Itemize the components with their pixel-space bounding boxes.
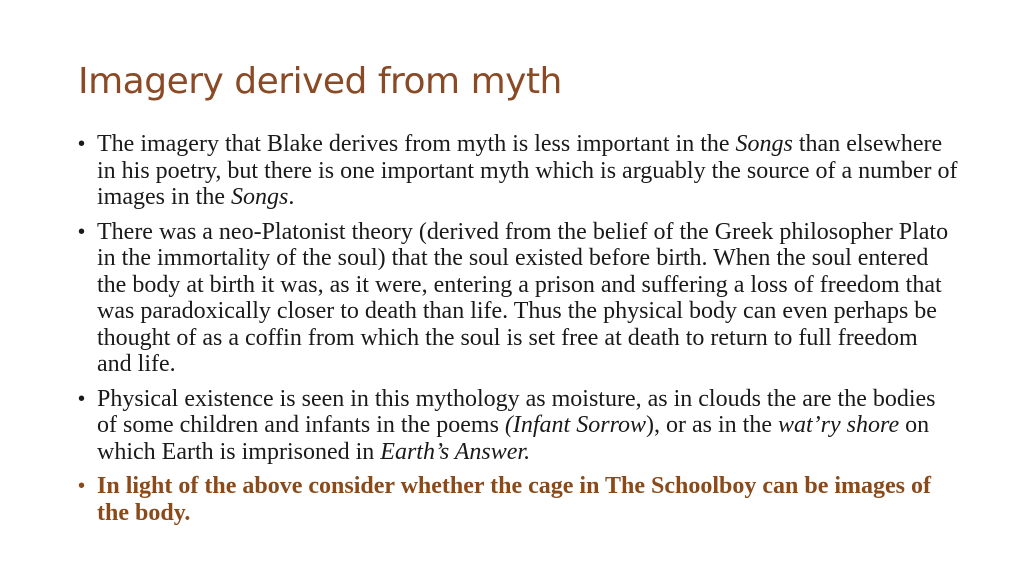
text-run: . (288, 184, 295, 210)
text-run-italic: Earth’s Answer. (380, 438, 531, 465)
text-run: ), or as in the (646, 412, 778, 438)
slide-title: Imagery derived from myth (78, 61, 562, 102)
bullet-item (78, 386, 958, 466)
text-run: The imagery that Blake derives from myth is less important in the (97, 131, 736, 157)
bullet-text (97, 386, 936, 465)
text-run-italic: Songs (230, 184, 289, 210)
text-run: on which Earth is imprisoned in (97, 412, 930, 465)
text-run: Physical existence is seen in this mythology as moisture, as in clouds the are the bodies of some children and infants in the poems (97, 385, 936, 438)
bullet-dot-icon: • (78, 220, 86, 243)
bullet-list (78, 131, 958, 534)
text-run-italic: (Infant Sorrow (504, 412, 647, 438)
bullet-item (78, 219, 958, 378)
text-run: There was a neo-Platonist theory (derived from the belief of the Greek philosopher Plato in the immortality of the soul) that the soul existed before birth. When the soul entered the body at birth it was, as it were, entering a prison and suffering a loss of freedom that was paradoxically closer to death than life. Thus the physical body can even perhaps be thought of as a coffin from which the soul is set free at death to return to full freedom and life. (97, 218, 949, 377)
bullet-dot-icon: • (78, 475, 86, 497)
text-run-italic: Songs (735, 131, 793, 157)
text-run: than elsewhere in his poetry, but there is one important myth which is arguably the source of a number of images in the (97, 131, 958, 210)
bullet-item-question (78, 473, 958, 526)
bullet-text (97, 131, 957, 210)
bullet-text (97, 473, 931, 526)
bullet-text (97, 219, 948, 378)
bullet-item (78, 131, 958, 211)
text-run-italic: wat’ry shore (778, 412, 900, 438)
bullet-dot-icon: • (78, 387, 86, 410)
bullet-dot-icon: • (78, 133, 86, 155)
text-run: In light of the above consider whether the cage in The Schoolboy can be images of the body. (97, 473, 932, 526)
